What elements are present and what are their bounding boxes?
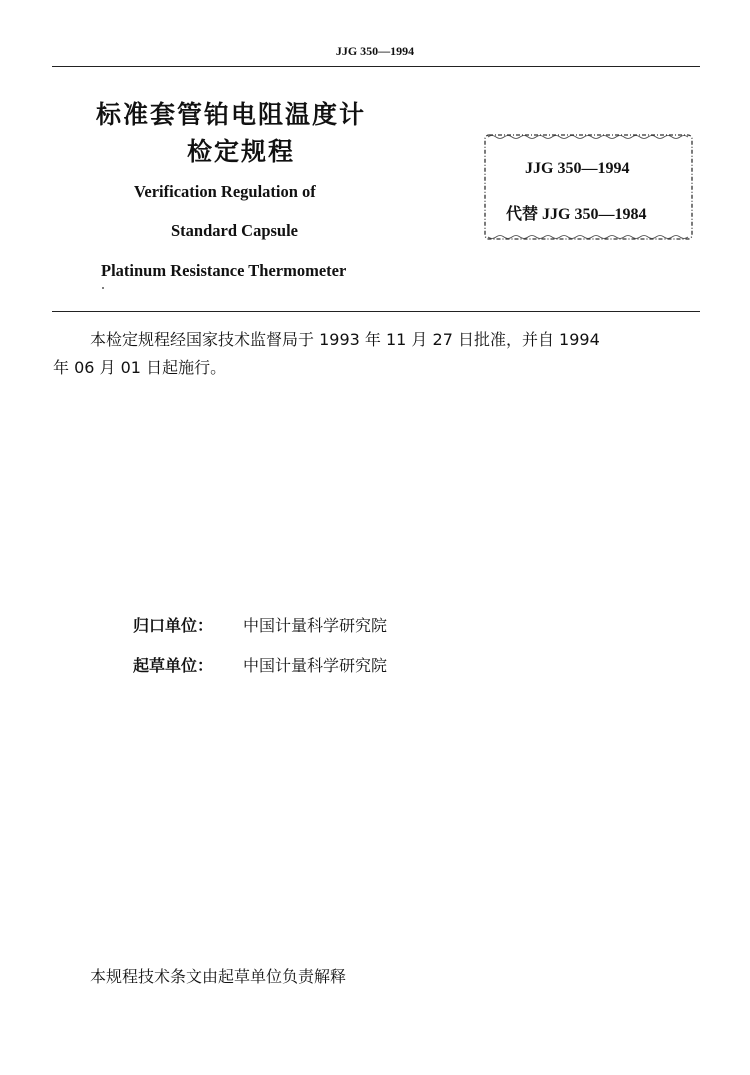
title-cn-line2: 检定规程 — [187, 137, 296, 166]
org-value-responsible: 中国计量科学研究院 — [243, 616, 388, 635]
stray-dot — [102, 287, 104, 289]
title-en-line3: Platinum Resistance Thermometer — [101, 261, 347, 280]
decorative-border — [482, 132, 695, 242]
title-rule — [52, 311, 700, 312]
org-value-drafting: 中国计量科学研究院 — [243, 656, 388, 675]
stamp-replaces: 代替 JJG 350—1984 — [506, 206, 647, 223]
header-code: JJG 350—1994 — [335, 44, 415, 58]
title-en-line1: Verification Regulation of — [134, 182, 316, 201]
approval-line1: 本检定规程经国家技术监督局于 1993 年 11 月 27 日批准，并自 1994 — [90, 330, 600, 349]
header-rule — [52, 66, 700, 67]
standard-code-box — [482, 132, 695, 242]
stamp-code: JJG 350—1994 — [525, 160, 630, 177]
title-en-line2: Standard Capsule — [171, 221, 298, 240]
org-label-responsible: 归口单位： — [133, 616, 214, 635]
org-label-drafting: 起草单位： — [133, 656, 214, 675]
title-cn-line1: 标准套管铂电阻温度计 — [96, 100, 367, 129]
footer-note: 本规程技术条文由起草单位负责解释 — [90, 967, 347, 986]
approval-line2: 年 06 月 01 日起施行。 — [53, 358, 227, 377]
